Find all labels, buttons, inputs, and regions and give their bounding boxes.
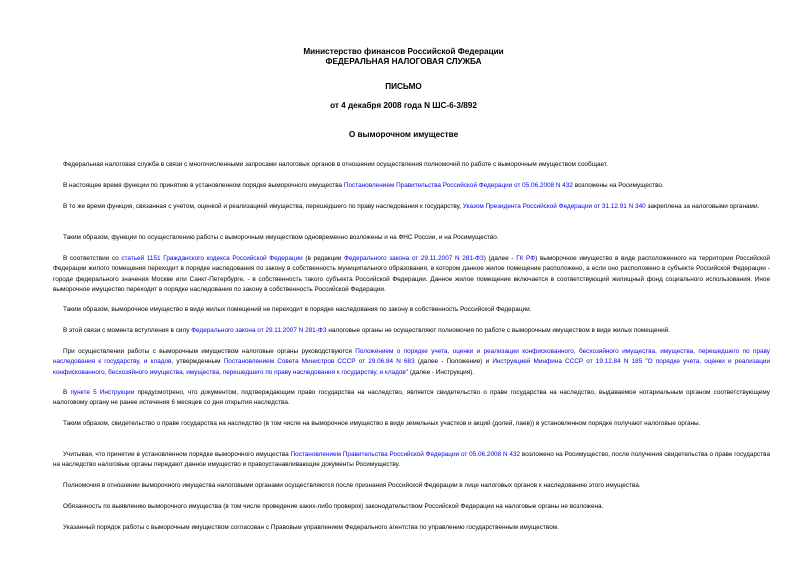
link-government-decree-432[interactable]: Постановлением Правительства Российской Федерации от 05.06.2008 N 432 — [290, 451, 521, 458]
document-date-number: от 4 декабря 2008 года N ШС-6-3/892 — [330, 101, 477, 110]
paragraph-instruction-clause-5 — [53, 388, 770, 409]
paragraph-agreed — [53, 523, 770, 533]
paragraph-text: В настоящее время функции по принятию в установленном порядке выморочного имущества — [63, 182, 344, 189]
paragraph-text: Указанный порядок работы с выморочным имуществом согласован с Правовым управлением Федерального агентства по управлению государственным имуществом. — [63, 524, 559, 531]
paragraph-text: Учитывая, что принятие в установленном порядке выморочного имущества — [63, 451, 291, 458]
paragraph-text: ) (далее - — [483, 255, 517, 262]
paragraph-intro — [53, 160, 770, 170]
paragraph-powers — [53, 481, 770, 491]
paragraph-current-functions — [53, 181, 770, 191]
paragraph-text: Таким образом, свидетельство о праве государства на наследство (в том числе на выморочное имущество в виде земельных участков и акций (долей, паев)) в установленном порядке получают налоговые органы. — [63, 420, 701, 427]
paragraph-text: Таким образом, функции по осуществлению работы с выморочным имуществом одновременно возложены и на ФНС России, и на Росимущество. — [63, 234, 499, 241]
paragraph-text: закреплена за налоговыми органами. — [645, 203, 760, 210]
paragraph-text: возложены на Росимущество. — [572, 182, 664, 189]
paragraph-text: В соответствии со — [63, 255, 122, 262]
link-government-decree-432[interactable]: Постановлением Правительства Российской Федерации от 05.06.2008 N 432 — [343, 182, 573, 189]
link-minfin-instruction-185[interactable]: Инструкцией Минфина СССР от 19.12.84 N 185 "О порядке учета, оценки и реализации конфискованного, бесхозяйного имущества, имущества, перешедшего по праву наследования к государству, и кладов" — [53, 358, 771, 376]
paragraph-tax-authority-function — [53, 202, 770, 212]
service-heading: ФЕДЕРАЛЬНАЯ НАЛОГОВАЯ СЛУЖБА — [325, 57, 482, 66]
paragraph-text: При осуществлении работы с выморочным имуществом налоговые органы руководствуются — [63, 348, 356, 355]
paragraph-text: возложено на Росимущество, после получения свидетельства о праве государства на наследство налоговые органы передают данное имущество и правоустанавливающие документы Росимуществу. — [53, 451, 770, 469]
link-civil-code-article-1151[interactable]: статьей 1151 Гражданского кодекса Российской Федерации — [121, 255, 303, 262]
paragraph-text: (далее - Инструкция). — [408, 368, 475, 376]
paragraph-text: ) выморочное имущество в виде расположенного на территории Российской Федерации жилого помещения переходит в порядке наследования по закону в собственность муниципального образования, в котором данное жилое помещение расположено, а если оно расположено в субъекте Российской Федерации - городе федерального значения Москве или Санкт-Петербурге, - в собственность такого субъекта Российской Федерации. Данное жилое помещение включается в соответствующий жилищный фонд социального использования. Иное выморочное имущество переходит в порядке наследования по закону в собственность Российской Федерации. — [53, 255, 770, 293]
paragraph-transfer — [53, 450, 770, 471]
document-subject: О выморочном имуществе — [348, 130, 459, 139]
paragraph-regulations — [53, 347, 770, 378]
link-civil-code[interactable]: ГК РФ — [516, 255, 536, 262]
link-federal-law-281[interactable]: Федерального закона от 29.11.2007 N 281-ФЗ — [344, 255, 484, 262]
paragraph-text: Федеральная налоговая служба в связи с многочисленными запросами налоговых органов в отношении осуществления полномочий по работе с выморочным имуществом сообщает. — [63, 161, 608, 168]
paragraph-certificate — [53, 419, 770, 429]
paragraph-text: предусмотрено, что документом, подтверждающим право государства на наследство, является свидетельство о праве государства на наследство, выдаваемое нотариальным органом соответствующему налоговому органу не ранее истечения 6 месяцев со дня открытия наследства. — [53, 389, 771, 407]
paragraph-text: В то же время функция, связанная с учетом, оценкой и реализацией имущества, перешедшего по праву наследования к государству, — [63, 203, 463, 210]
paragraph-no-obligation — [53, 502, 770, 512]
link-instruction-clause-5[interactable]: пункте 5 Инструкции — [70, 389, 135, 396]
link-council-of-ministers-decree-683[interactable]: Постановлением Совета Министров СССР от 29.06.84 N 683 — [223, 358, 415, 366]
paragraph-text: (в редакции — [302, 255, 345, 262]
paragraph-text: (далее - Положение) и — [414, 358, 493, 366]
ministry-heading: Министерство финансов Российской Федерации — [303, 47, 504, 56]
paragraph-text: В этой связи с момента вступления в силу — [63, 327, 192, 334]
link-regulation-statute[interactable]: Положением о порядке учета, оценки и реализации конфискованного, бесхозяйного имущества, имущества, перешедшего по праву наследования к государству, и кладов — [53, 348, 770, 366]
link-federal-law-281[interactable]: Федерального закона от 29.11.2007 N 281-ФЗ — [191, 327, 327, 334]
link-presidential-decree-340[interactable]: Указом Президента Российской Федерации от 31.12.91 N 340 — [462, 203, 646, 210]
paragraph-text: , утвержденным — [171, 358, 224, 366]
document-type: ПИСЬМО — [385, 82, 422, 91]
paragraph-housing-conclusion — [53, 305, 770, 315]
paragraph-dual-functions — [53, 233, 770, 243]
paragraph-civil-code — [53, 254, 770, 295]
paragraph-text: Таким образом, выморочное имущество в виде жилых помещений не переходит в порядке наследования по закону в собственность Российской Федерации. — [63, 306, 532, 313]
paragraph-since-law — [53, 326, 770, 336]
paragraph-text: налоговые органы не осуществляют полномочия по работе с выморочным имуществом в виде жилых помещений. — [326, 327, 670, 334]
paragraph-text: В — [63, 389, 71, 396]
paragraph-text: Обязанность по выявлению выморочного имущества (в том числе проведение каких-либо проверок) законодательством Российской Федерации на налоговые органы не возложена. — [63, 503, 604, 510]
paragraph-text: Полномочия в отношении выморочного имущества налоговыми органами осуществляются после признания Российской Федерации в лице налоговых органов к наследованию этого имущества. — [63, 482, 641, 489]
